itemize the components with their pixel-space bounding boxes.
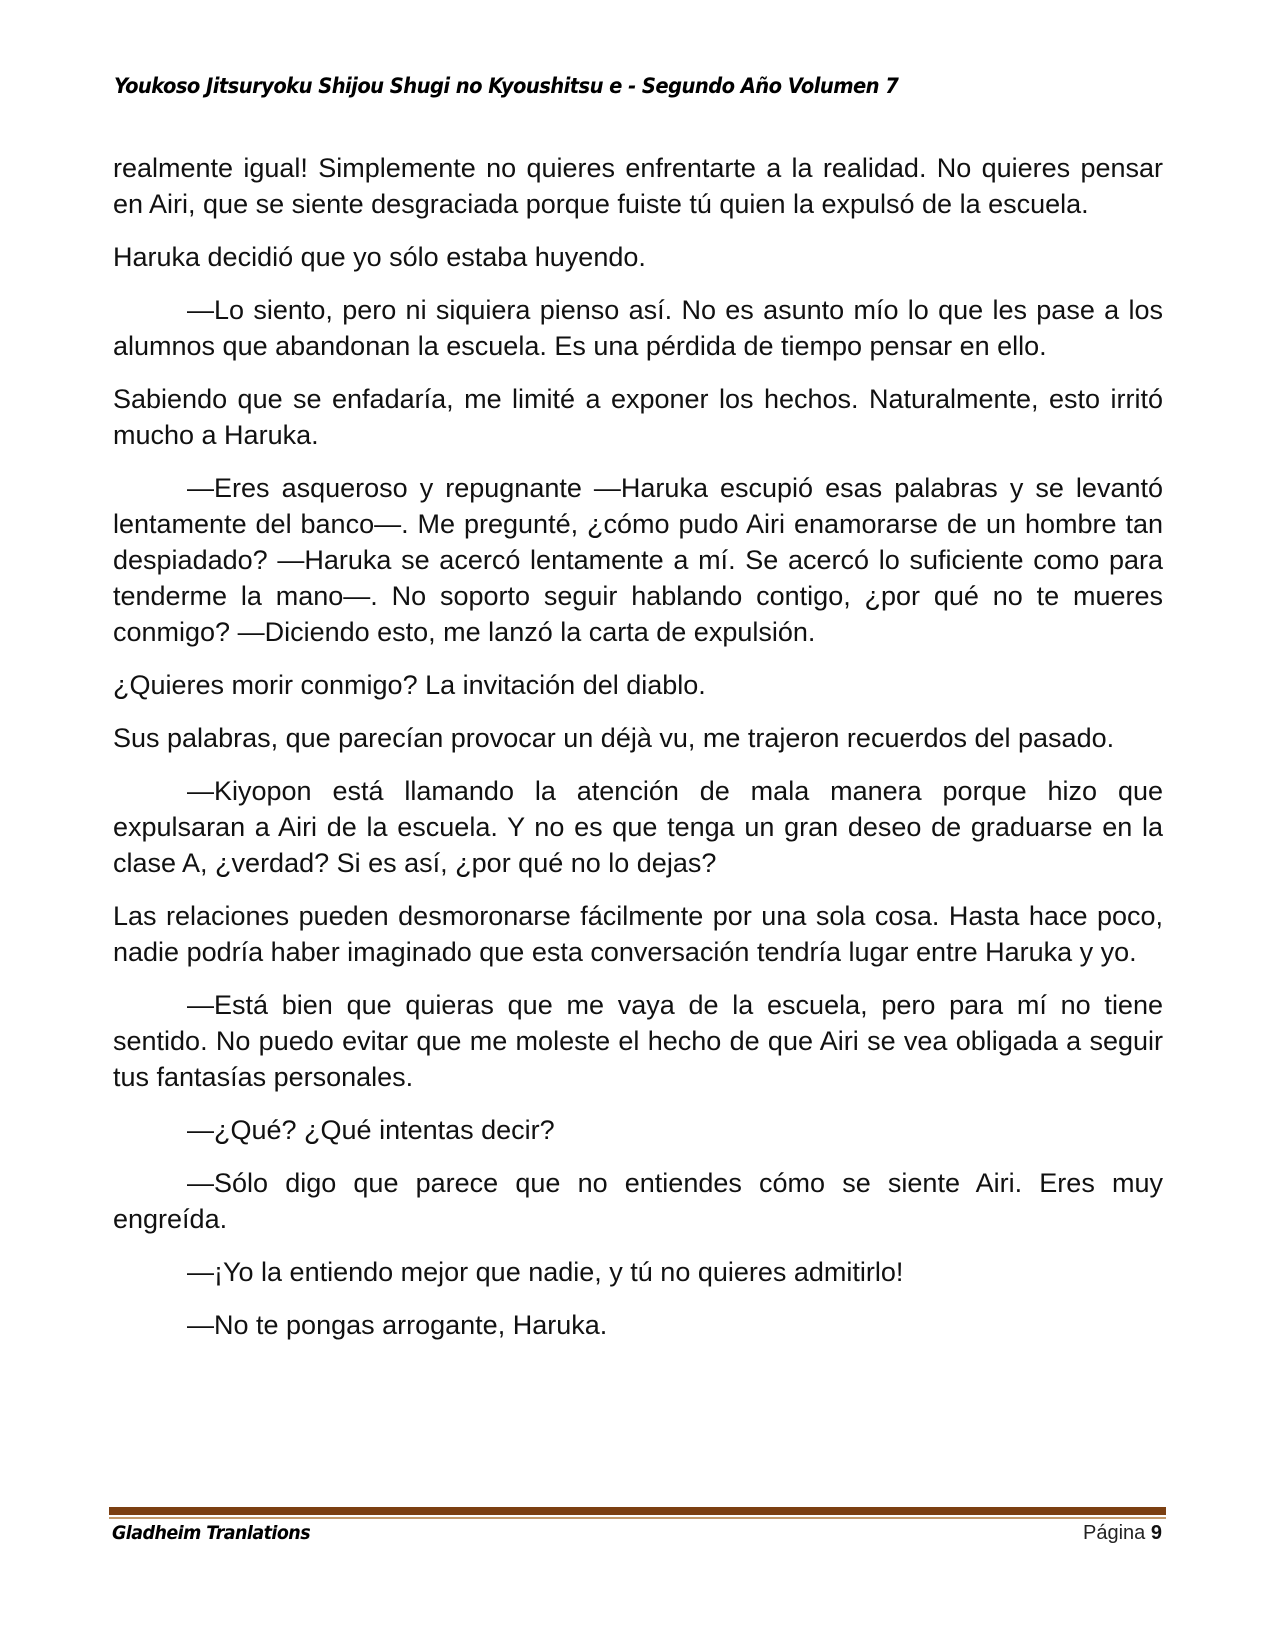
- footer-divider: [109, 1507, 1166, 1519]
- page-label: Página: [1083, 1522, 1146, 1544]
- paragraph-narration: Haruka decidió que yo sólo estaba huyendo.: [113, 242, 646, 272]
- paragraph-dialogue: —Sólo digo que parece que no entiendes cómo se siente Airi. Eres muy engreída.: [113, 1168, 1163, 1234]
- paragraph-dialogue: —Kiyopon está llamando la atención de mala manera porque hizo que expulsaran a Airi de la escuela. Y no es que tenga un gran deseo de graduarse en la clase A, ¿verdad? Si es así, ¿por qué no lo dejas?: [113, 776, 1163, 878]
- footer-credit: Gladheim Tranlations: [112, 1522, 311, 1544]
- footer-divider-thick: [109, 1507, 1166, 1515]
- paragraph-narration: realmente igual! Simplemente no quieres enfrentarte a la realidad. No quieres pensar en Airi, que se siente desgraciada porque fuiste tú quien la expulsó de la escuela.: [113, 153, 1163, 219]
- paragraph-narration: Las relaciones pueden desmoronarse fácilmente por una sola cosa. Hasta hace poco, nadie podría haber imaginado que esta conversación tendría lugar entre Haruka y yo.: [113, 901, 1163, 967]
- page-number: [1083, 1522, 1162, 1545]
- page-number-value: 9: [1150, 1522, 1162, 1544]
- paragraph-narration: Sabiendo que se enfadaría, me limité a exponer los hechos. Naturalmente, esto irritó mucho a Haruka.: [113, 384, 1163, 450]
- paragraph-dialogue: —¿Qué? ¿Qué intentas decir?: [187, 1115, 555, 1145]
- running-header: Youkoso Jitsuryoku Shijou Shugi no Kyoushitsu e - Segundo Año Volumen 7: [114, 74, 899, 98]
- paragraph-dialogue: —No te pongas arrogante, Haruka.: [187, 1310, 608, 1340]
- paragraph-narration: Sus palabras, que parecían provocar un déjà vu, me trajeron recuerdos del pasado.: [113, 723, 1115, 753]
- paragraph-dialogue: —Lo siento, pero ni siquiera pienso así. No es asunto mío lo que les pase a los alumnos que abandonan la escuela. Es una pérdida de tiempo pensar en ello.: [113, 295, 1163, 361]
- paragraph-dialogue: —Está bien que quieras que me vaya de la escuela, pero para mí no tiene sentido. No puedo evitar que me moleste el hecho de que Airi se vea obligada a seguir tus fantasías personales.: [113, 990, 1163, 1092]
- paragraph-narration: ¿Quieres morir conmigo? La invitación del diablo.: [113, 670, 706, 700]
- paragraph-dialogue: —Eres asqueroso y repugnante —Haruka escupió esas palabras y se levantó lentamente del banco—. Me pregunté, ¿cómo pudo Airi enamorarse de un hombre tan despiadado? —Haruka se acercó lentamente a mí. Se acercó lo suficiente como para tenderme la mano—. No soporto seguir hablando contigo, ¿por qué no te mueres conmigo? —Diciendo esto, me lanzó la carta de expulsión.: [113, 473, 1163, 647]
- paragraph-dialogue: —¡Yo la entiendo mejor que nadie, y tú no quieres admitirlo!: [187, 1257, 904, 1287]
- footer-divider-thin: [109, 1517, 1166, 1519]
- body-text: [113, 150, 1163, 1360]
